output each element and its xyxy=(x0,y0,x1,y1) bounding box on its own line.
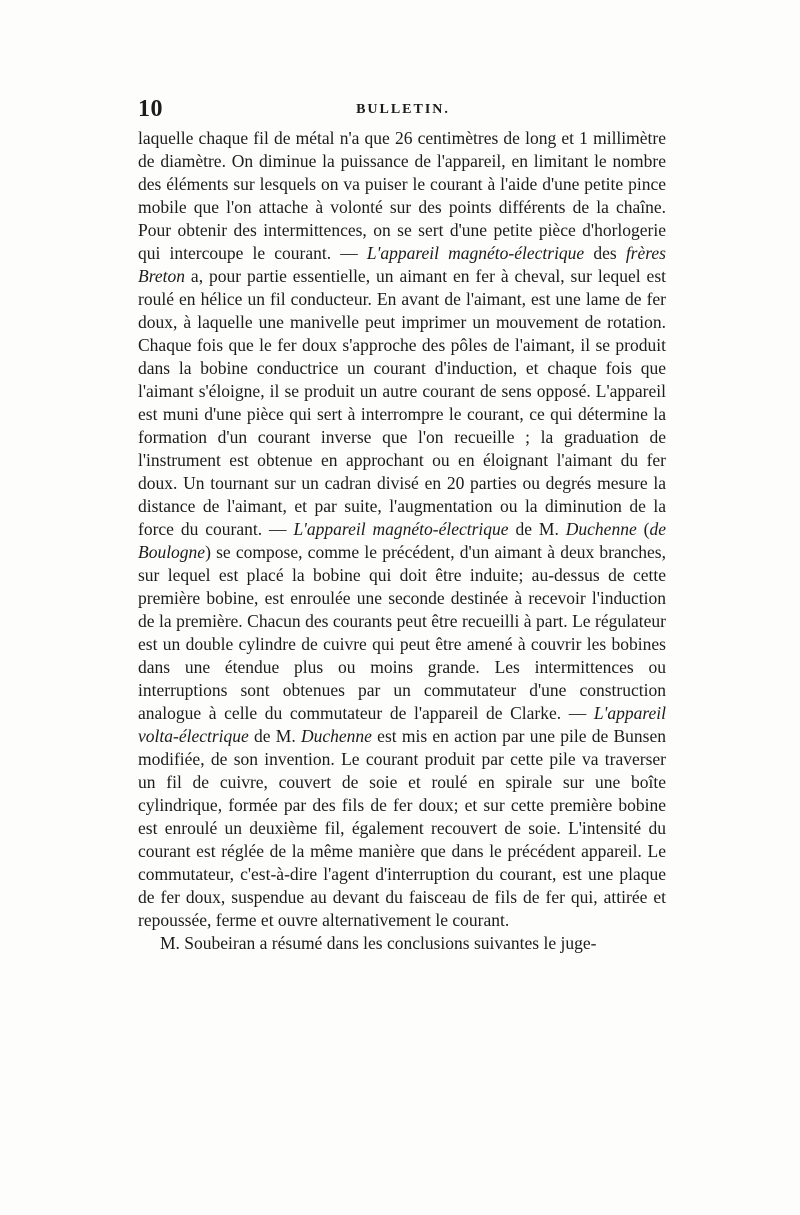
text-run: ( xyxy=(636,519,650,539)
text-run: laquelle chaque fil de métal n'a que 26 centimètres de long et 1 millimètre de diamètre. On diminue la puissance de l'appareil, en limitant le nombre des éléments sur lesquels on va puiser le courant à l'aide d'une petite pince mobile que l'on attache à volonté sur des points différents de la chaîne. Pour obtenir des intermittences, on se sert d'une petite pièce d'horlogerie qui intercoupe le courant. — xyxy=(138,128,666,263)
body-text xyxy=(138,127,666,955)
running-head: BULLETIN. xyxy=(356,102,450,117)
text-run: a, pour partie essentielle, un aimant en fer à cheval, sur lequel est roulé en hélice un fil conducteur. En avant de l'aimant, est une lame de fer doux, à laquelle une manivelle peut imprimer un mouvement de rotation. Chaque fois que le fer doux s'approche des pôles de l'aimant, il se produit dans la bobine conductrice un courant d'induction, et chaque fois que l'aimant s'éloigne, il se produit un autre courant de sens opposé. L'appareil est muni d'une pièce qui sert à interrompre le courant, ce qui détermine la formation d'un courant inverse que l'on recueille ; la graduation de l'instrument est obtenue en approchant ou en éloignant l'aimant du fer doux. Un tournant sur un cadran divisé en 20 parties ou degrés mesure la distance de l'aimant, et par suite, l'augmentation ou la diminution de la force du courant. — xyxy=(138,266,666,539)
italic-run: Duchenne xyxy=(300,726,372,746)
italic-run: frères Breton xyxy=(138,243,666,286)
paragraph-1 xyxy=(138,127,666,932)
paragraph-2: M. Soubeiran a résumé dans les conclusions suivantes le juge- xyxy=(160,933,597,953)
italic-run: de Boulogne xyxy=(138,519,666,562)
italic-run: L'appareil magnéto-électrique xyxy=(293,519,509,539)
text-run: de M. xyxy=(248,726,301,746)
text-run: est mis en action par une pile de Bunsen modifiée, de son invention. Le courant produit par cette pile va traverser un fil de cuivre, couvert de soie et roulé en spirale sur une boîte cylindrique, formée par des fils de fer doux; et sur cette première bobine est enroulé un deuxième fil, également recouvert de soie. L'intensité du courant est réglée de la même manière que dans le précédent appareil. Le commutateur, c'est-à-dire l'agent d'interruption du courant, est une plaque de fer doux, suspendue au devant du faisceau de fils de fer qui, attirée et repoussée, ferme et ouvre alternativement le courant. xyxy=(138,726,667,930)
page-number: 10 xyxy=(138,96,163,122)
page-header xyxy=(138,96,668,126)
italic-run: Duchenne xyxy=(565,519,637,539)
text-run: des xyxy=(584,243,626,263)
text-run: de M. xyxy=(508,519,566,539)
text-run: ) se compose, comme le précédent, d'un aimant à deux branches, sur lequel est placé la bobine qui doit être induite; au-dessus de cette première bobine, est enroulée une seconde destinée à recevoir l'induction de la première. Chacun des courants peut être recueilli à part. Le régulateur est un double cylindre de cuivre qui peut être amené à couvrir les bobines dans une étendue plus ou moins grande. Les intermittences ou interruptions sont obtenues par un commutateur d'une construction analogue à celle du commutateur de l'appareil de Clarke. — xyxy=(138,542,666,723)
italic-run: L'appareil magnéto-électrique xyxy=(366,243,585,263)
italic-run: L'appareil volta-électrique xyxy=(138,703,666,746)
